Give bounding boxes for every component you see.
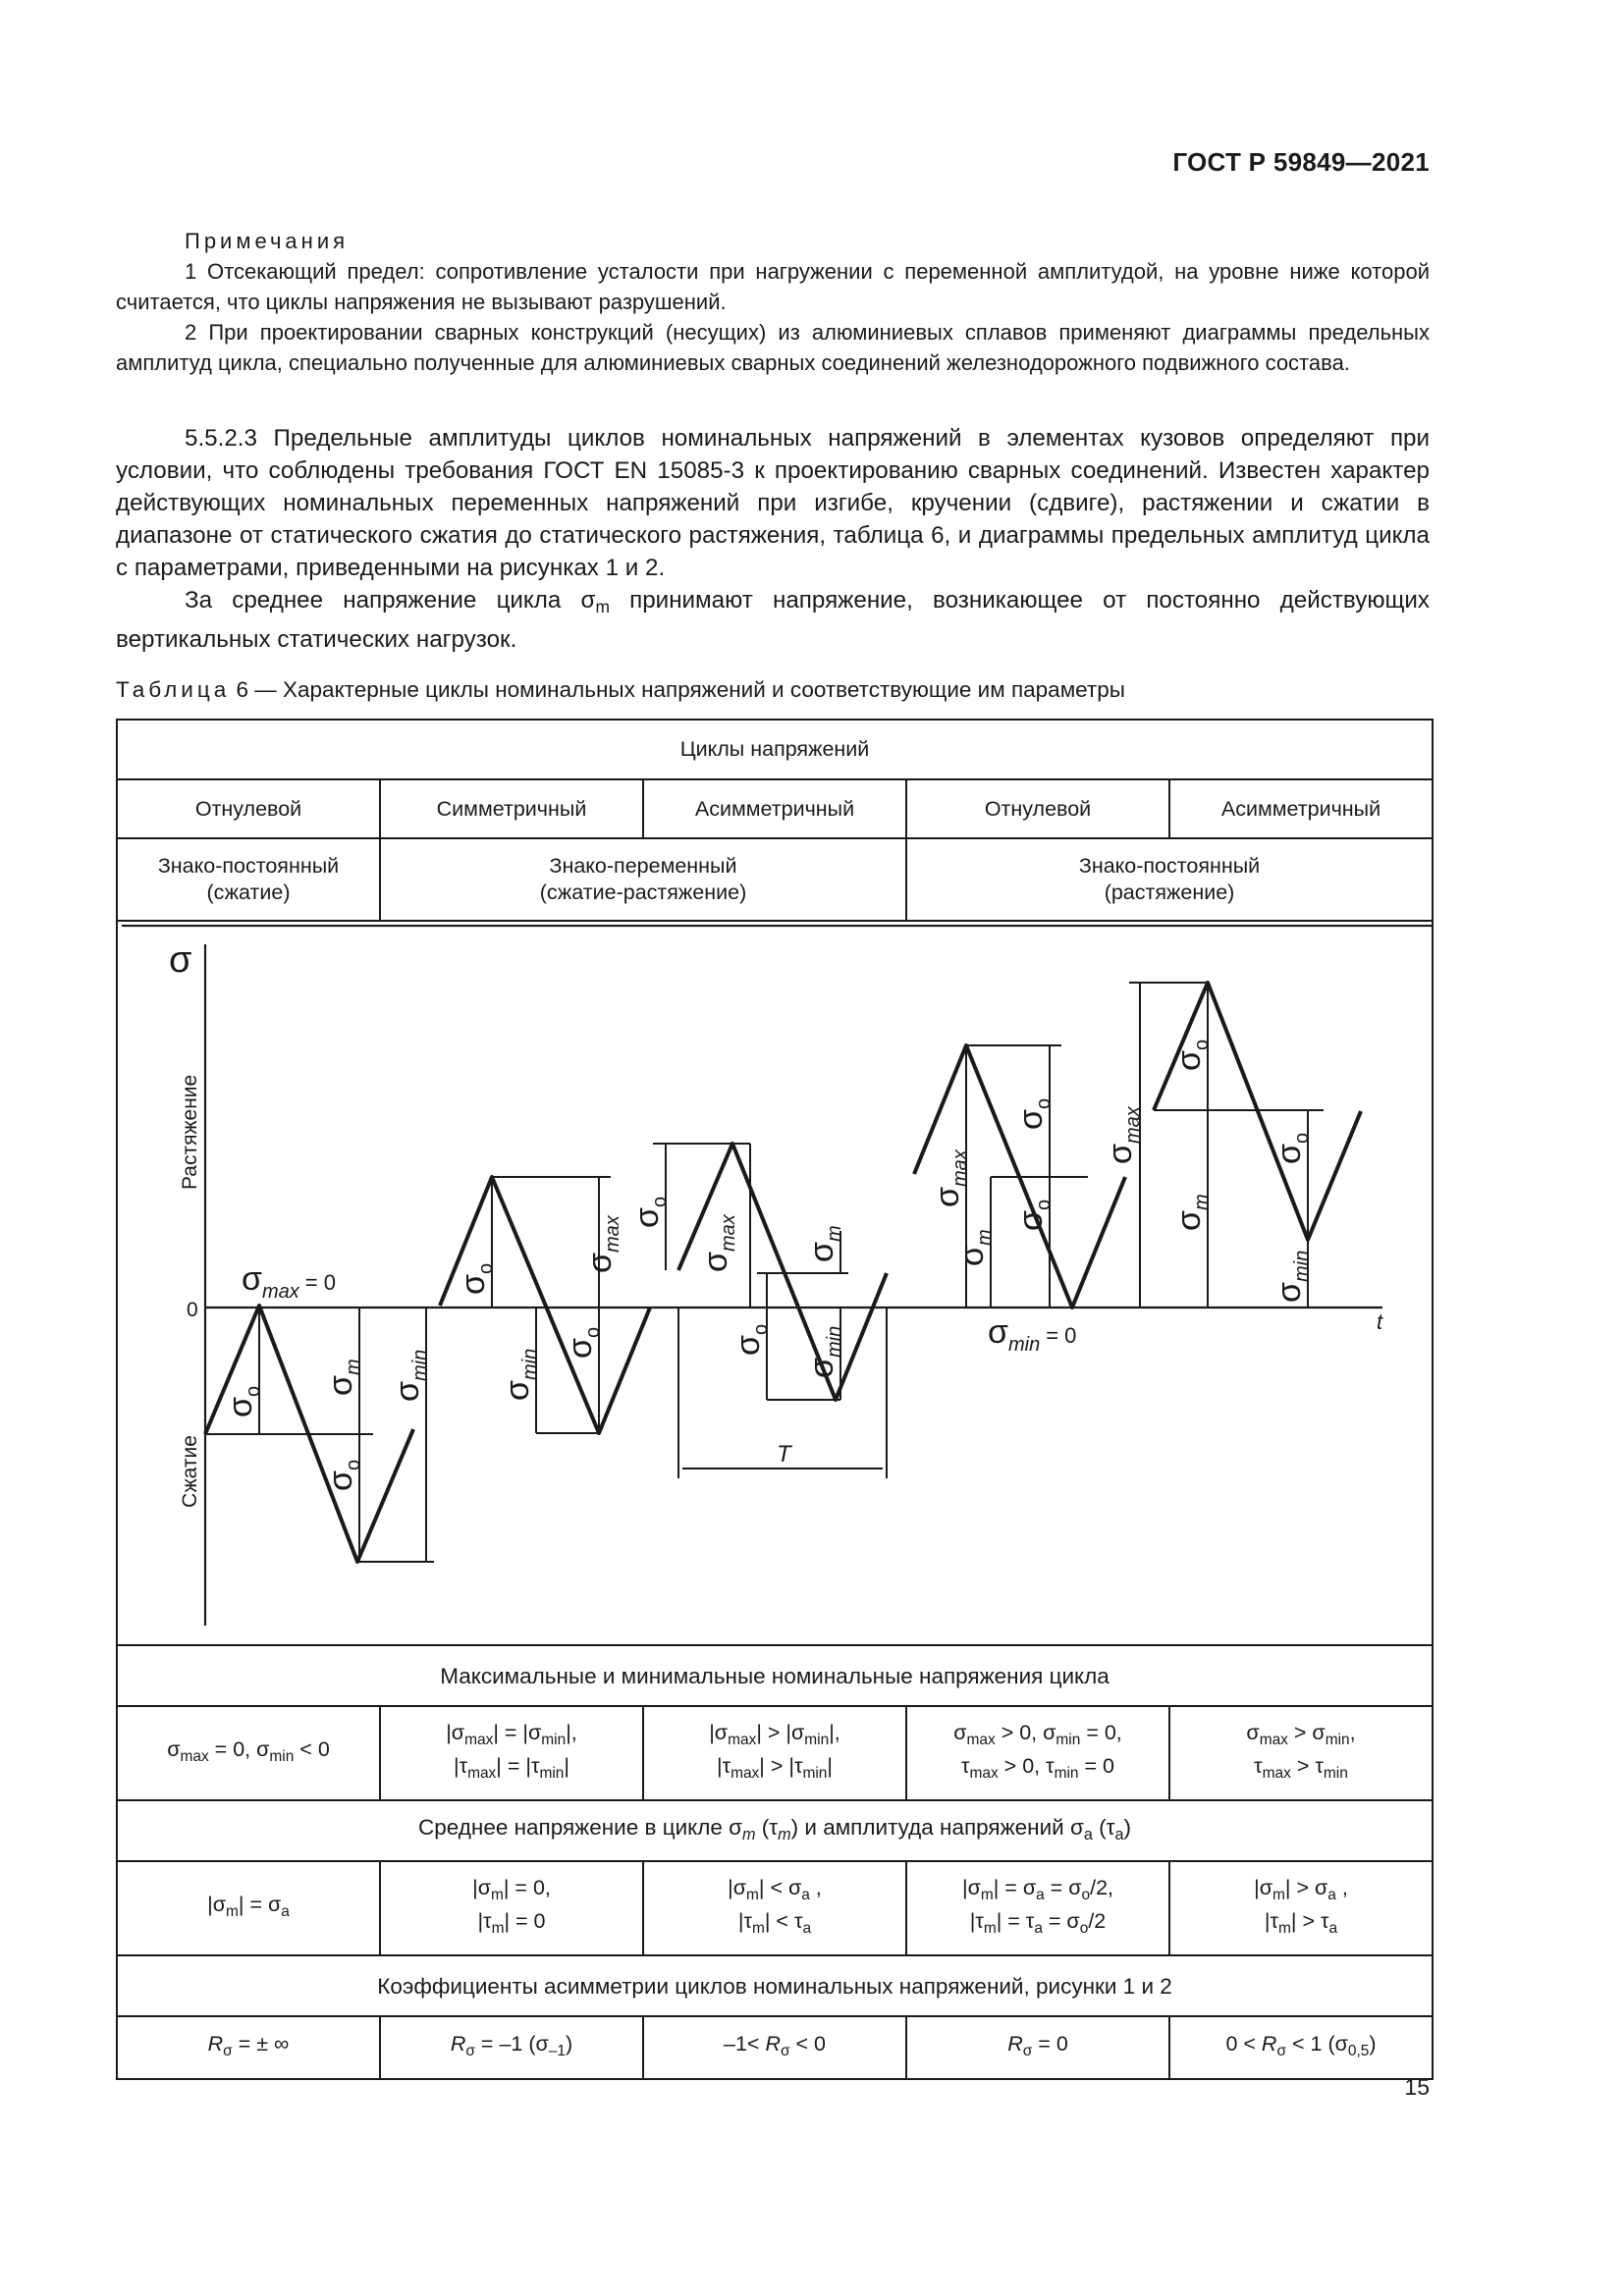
label-c5-sigma-min — [1271, 1251, 1313, 1303]
mean-cell-4: $|\sigma_m| = \sigma_a = \sigma_o/2$, $|\tau_m| = \tau_a = \sigma_o/2$ — [906, 1861, 1169, 1955]
coef-cell-2: $R_\sigma = -1$ $(\sigma_{-1})$ — [380, 2016, 643, 2079]
maxmin-cell-3: $|\sigma_{max}| > |\sigma_{min}|$, $|\tau_{max}| > |\tau_{min}|$ — [643, 1706, 906, 1800]
mean-cell-2: $|\sigma_m| = 0$, $|\tau_m| = 0$ — [380, 1861, 643, 1955]
sym-sigma-q: σ — [953, 1246, 991, 1266]
label-c4-sigma-o2 — [1012, 1200, 1055, 1231]
sym-sigma-v: σ — [1170, 1210, 1208, 1231]
sym-sigma-u: σ — [1170, 1050, 1208, 1071]
label-c3-sigma-max — [697, 1213, 739, 1272]
sym-sigma-b: σ — [222, 1397, 259, 1417]
coef-cell-4: $R_\sigma = 0$ — [906, 2016, 1169, 2079]
sym-sigma-g: σ — [581, 1253, 619, 1273]
label-compression: Сжатие — [179, 1435, 201, 1508]
sym-sub-m-c: m — [343, 1359, 364, 1376]
sym-sigma-d: σ — [322, 1470, 359, 1491]
sym-sigma-m: σ — [730, 1335, 767, 1356]
sign-group-3-line2: (растяжение) — [1104, 881, 1235, 904]
sym-sub-max-o: max — [949, 1149, 971, 1188]
sym-sigma-f: σ — [455, 1274, 492, 1295]
cycle-type-3: Асимметричный — [643, 779, 906, 838]
label-c2-sigma-min — [499, 1349, 541, 1401]
label-c5-sigma-o — [1170, 1040, 1213, 1071]
sym-sub-o-r: o — [1033, 1199, 1055, 1211]
label-c4-sigma-min-zero — [988, 1313, 1076, 1356]
para2-sub: m — [595, 597, 610, 616]
page-number: 15 — [1404, 2074, 1430, 2100]
sym-sub-o-i: o — [582, 1326, 604, 1339]
maxmin-cell-1: $\sigma_{max} = 0$, $\sigma_{min} < 0$ — [117, 1706, 380, 1800]
sym-sub-min-x: min — [1291, 1250, 1313, 1283]
label-c4-sigma-o — [1012, 1098, 1055, 1130]
label-c2-sigma-max — [581, 1214, 623, 1273]
label-c5-sigma-o2 — [1271, 1133, 1313, 1164]
sym-eq-zero-a: = 0 — [304, 1270, 336, 1295]
sym-sub-max-g: max — [602, 1215, 623, 1254]
sign-group-1-line2: (сжатие) — [206, 881, 291, 904]
sym-sub-max-t: max — [1122, 1106, 1144, 1145]
sym-sub-o-b: o — [243, 1385, 264, 1398]
wave-segment-2 — [440, 1177, 650, 1433]
sym-sub-min-h: min — [519, 1348, 541, 1381]
caption-word: Таблица — [116, 677, 231, 702]
svg-text:σmax= 0 — [242, 1260, 336, 1303]
caption-text: 6 — Характерные циклы номинальных напряжений и соответствующие им параметры — [236, 677, 1125, 702]
coef-cell-3: $-1< R_\sigma < 0$ — [643, 2016, 906, 2079]
sign-group-tension — [906, 838, 1433, 921]
sym-sub-o-p: o — [1033, 1097, 1055, 1110]
y-axis-symbol: σ — [169, 939, 192, 981]
note-1: 1 Отсекающий предел: сопротивление усталости при нагружении с переменной амплитудой, на уровне ниже которой считается, что циклы напряжения не вызывают разрушений. — [116, 259, 1430, 314]
sign-group-3-line1: Знако-постоянный — [1078, 854, 1261, 878]
label-c2-sigma-o — [455, 1263, 497, 1295]
notes-heading: Примечания — [185, 229, 350, 253]
sym-sub-o-u: o — [1191, 1039, 1213, 1051]
section-mean: Среднее напряжение в цикле $\sigma_m$ $(\tau_m)$ и амплитуда напряжений $\sigma_a$ $(\tau_a)$ — [117, 1800, 1433, 1861]
document-header: ГОСТ Р 59849—2021 — [1172, 147, 1430, 177]
t-label: t — [1377, 1309, 1383, 1334]
label-c3-sigma-o — [628, 1197, 671, 1228]
paragraph-5-5-2-3: 5.5.2.3 Предельные амплитуды циклов номинальных напряжений в элементах кузовов определяют при условии, что соблюдены требования ГОСТ EN 15085-3 к проектированию сварных соединений. Известен характер действующих номинальных переменных напряжений при изгибе, кручении (сдвиге), растяжении и сжатии в диапазоне от статического сжатия до статического растяжения, таблица 6, и диаграммы предельных амплитуд цикла с параметрами, приведенными на рисунках 1 и 2. — [116, 425, 1430, 581]
coef-cell-1: $R_\sigma$ = ± ∞ — [117, 2016, 380, 2079]
sym-sigma-s: σ — [988, 1313, 1008, 1351]
note-2: 2 При проектировании сварных конструкций (несущих) из алюминиевых сплавов применяют диаграммы предельных амплитуд цикла, специально полученные для алюминиевых сварных соединений железнодорожного подвижного состава. — [116, 320, 1430, 375]
maxmin-cell-5: $\sigma_{max} > \sigma_{min}$, $\tau_{max} > \tau_{min}$ — [1169, 1706, 1433, 1800]
label-c1-sigma-o — [222, 1386, 264, 1417]
sigma-labels — [222, 1040, 1313, 1491]
sym-sigma-t: σ — [1102, 1144, 1139, 1164]
sym-sub-m-l: m — [824, 1225, 845, 1243]
sign-group-2-line1: Знако-переменный — [549, 854, 737, 878]
label-c1-sigma-m — [322, 1359, 364, 1396]
sign-group-2-line2: (сжатие-растяжение) — [539, 881, 747, 904]
sym-sigma-j: σ — [628, 1207, 666, 1228]
sym-sub-o-f: o — [475, 1262, 497, 1275]
sym-eq-zero-s: = 0 — [1046, 1323, 1077, 1348]
section-coefficients: Коэффициенты асимметрии циклов номинальных напряжений, рисунки 1 и 2 — [117, 1955, 1433, 2016]
section-maxmin: Максимальные и минимальные номинальные напряжения цикла — [117, 1645, 1433, 1706]
maxmin-cell-4: $\sigma_{max} > 0$, $\sigma_{min} = 0$, $\tau_{max} > 0$, $\tau_{min} = 0$ — [906, 1706, 1169, 1800]
label-c4-sigma-m — [953, 1229, 996, 1266]
mean-cell-3: $|\sigma_m| < \sigma_a$ , $|\tau_m| < \tau_a$ — [643, 1861, 906, 1955]
sign-group-1-line1: Знако-постоянный — [157, 854, 340, 878]
cycle-type-1: Отнулевой — [117, 779, 380, 838]
mean-cell-5: $|\sigma_m| > \sigma_a$ , $|\tau_m| > \tau_a$ — [1169, 1861, 1433, 1955]
cycle-type-2: Симметричный — [380, 779, 643, 838]
sym-sigma-h: σ — [499, 1380, 536, 1401]
body-text — [116, 422, 1430, 656]
label-c1-sigma-o2 — [322, 1460, 364, 1491]
sym-sigma-e: σ — [389, 1381, 426, 1402]
sym-sigma-p: σ — [1012, 1109, 1050, 1130]
sign-group-alternating — [380, 838, 906, 921]
mean-cell-1: $|\sigma_m| = \sigma_a$ — [117, 1861, 380, 1955]
notes-block — [116, 226, 1430, 378]
para2-start: За среднее напряжение цикла σ — [185, 587, 596, 614]
sym-sigma-r: σ — [1012, 1210, 1050, 1231]
stress-cycle-diagram — [122, 925, 1434, 1641]
label-c1-sigma-min — [389, 1350, 431, 1402]
table-6 — [116, 719, 1434, 2080]
sym-sub-o-m: o — [750, 1323, 772, 1336]
sym-sigma-o: σ — [929, 1187, 966, 1207]
para2-end: принимают напряжение, возникающее от постоянно действующих вертикальных статических нагрузок. — [116, 587, 1430, 653]
sym-sigma-x: σ — [1271, 1282, 1308, 1303]
sym-sigma-w: σ — [1271, 1144, 1308, 1164]
header-cycles: Циклы напряжений — [117, 720, 1433, 779]
coef-cell-5: $0 < R_\sigma < 1$ $(\sigma_{0,5})$ — [1169, 2016, 1433, 2079]
sym-sigma-n: σ — [803, 1358, 840, 1378]
sign-group-compression — [117, 838, 380, 921]
sym-sigma-k: σ — [697, 1252, 734, 1272]
sym-sigma-l: σ — [803, 1242, 840, 1262]
sym-sub-m-v: m — [1191, 1194, 1213, 1211]
sym-sub-max-k: max — [718, 1214, 739, 1253]
table-caption — [116, 677, 1125, 703]
label-c2-sigma-o2 — [562, 1327, 604, 1359]
sym-sub-m-q: m — [974, 1229, 996, 1247]
sym-sub-o-w: o — [1291, 1132, 1313, 1145]
sym-sigma-c: σ — [322, 1375, 359, 1396]
sym-sub-max-a: max — [261, 1281, 299, 1303]
sym-sub-min-e: min — [409, 1349, 431, 1382]
label-c5-sigma-max — [1102, 1105, 1144, 1164]
label-c5-sigma-m — [1170, 1194, 1213, 1231]
cycle-type-5: Асимметричный — [1169, 779, 1433, 838]
sym-sub-o-d: o — [343, 1459, 364, 1471]
cycle-type-4: Отнулевой — [906, 779, 1169, 838]
maxmin-cell-2: $|\sigma_{max}| = |\sigma_{min}|$, $|\tau_{max}| = |\tau_{min}|$ — [380, 1706, 643, 1800]
label-c4-sigma-max — [929, 1148, 971, 1207]
svg-text:σmin= 0 — [988, 1313, 1076, 1356]
label-c3-sigma-o2 — [730, 1324, 772, 1356]
sym-sub-o-j: o — [649, 1196, 671, 1208]
paragraph-mean-stress — [116, 584, 1430, 656]
label-c3-sigma-m — [803, 1225, 845, 1262]
sym-sigma-i: σ — [562, 1338, 599, 1359]
label-c1-sigma-max-zero — [242, 1260, 336, 1303]
sym-sub-min-s: min — [1007, 1334, 1041, 1356]
sym-sub-min-n: min — [824, 1325, 845, 1359]
figure-cell — [117, 921, 1433, 1645]
label-tension: Растяжение — [179, 1074, 201, 1190]
period-label: T — [777, 1441, 791, 1468]
zero-label: 0 — [187, 1299, 198, 1321]
sym-sigma-a: σ — [242, 1260, 262, 1298]
